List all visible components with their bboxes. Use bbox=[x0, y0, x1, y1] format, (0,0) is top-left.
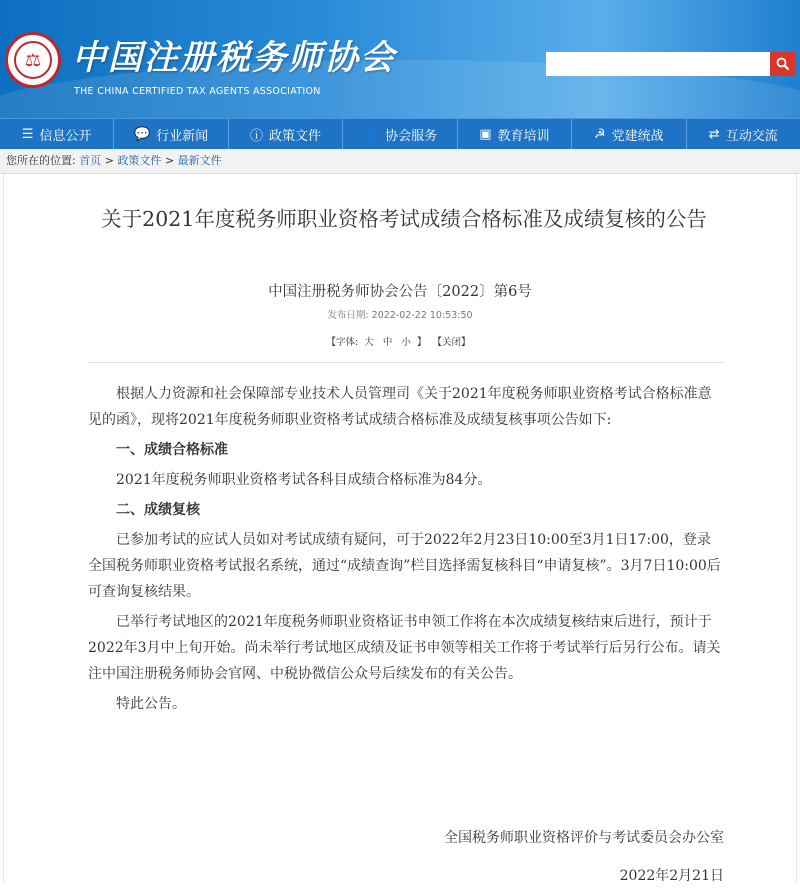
article-paragraph: 已举行考试地区的2021年度税务师职业资格证书申领工作将在本次成绩复核结束后进行，预计于2022年3月中上旬开始。尚未举行考试地区成绩及证书申领等相关工作将于考试举行后另行公布。请关注中国注册税务师协会官网、中税协微信公众号后续发布的有关公告。 bbox=[88, 614, 721, 682]
nav-item-label: 党建统战 bbox=[611, 128, 664, 144]
scales-icon: ⚖ bbox=[14, 41, 52, 79]
font-size-large-button[interactable]: 大 bbox=[364, 337, 374, 348]
section-heading: 一、成绩合格标准 bbox=[116, 442, 228, 458]
search-icon bbox=[776, 57, 790, 71]
breadcrumb-prefix: 您所在的位置: bbox=[6, 154, 76, 167]
font-size-small-button[interactable]: 小 bbox=[401, 337, 411, 348]
nav-item-interaction[interactable] bbox=[687, 119, 800, 149]
section-heading: 二、成绩复核 bbox=[116, 502, 200, 518]
search-button[interactable] bbox=[770, 52, 796, 76]
font-size-controls bbox=[4, 334, 796, 348]
article-body bbox=[88, 381, 724, 717]
main-nav bbox=[0, 118, 800, 149]
nav-item-label: 信息公开 bbox=[39, 128, 92, 144]
nav-item-label: 教育培训 bbox=[497, 128, 550, 144]
font-size-prefix: 【字体: bbox=[326, 337, 359, 348]
site-logo-subtitle: THE CHINA CERTIFIED TAX AGENTS ASSOCIATION bbox=[74, 86, 321, 97]
article-paragraph: 特此公告。 bbox=[116, 696, 186, 712]
article-container bbox=[3, 174, 797, 884]
article-paragraph: 已参加考试的应试人员如对考试成绩有疑问，可于2022年2月23日10:00至3月1日17:00，登录全国税务师职业资格考试报名系统，通过“成绩查询”栏目选择需复核科目“申请复核”。3月7日10:00后可查询复核结果。 bbox=[88, 532, 721, 600]
nav-item-info-public[interactable] bbox=[0, 119, 114, 149]
signature-block bbox=[88, 825, 724, 889]
nav-item-label: 行业新闻 bbox=[156, 128, 209, 144]
article-paragraph: 2021年度税务师职业资格考试各科目成绩合格标准为84分。 bbox=[116, 472, 492, 488]
person-icon: 👤 bbox=[362, 126, 380, 142]
nav-item-label: 政策文件 bbox=[269, 128, 322, 144]
divider bbox=[88, 362, 724, 363]
chat-bubble-icon: 💬 bbox=[134, 126, 151, 142]
breadcrumb-policy-link[interactable]: 政策文件 bbox=[117, 154, 162, 167]
book-icon: ▣ bbox=[479, 126, 492, 142]
signature-date: 2022年2月21日 bbox=[619, 868, 724, 884]
article-paragraph: 根据人力资源和社会保障部专业技术人员管理司《关于2021年度税务师职业资格考试合格标准意见的函》，现将2021年度税务师职业资格考试成绩合格标准及成绩复核事项公告如下: bbox=[88, 386, 712, 428]
search-box bbox=[546, 52, 796, 76]
breadcrumb-separator: > bbox=[164, 154, 175, 167]
article-title: 关于2021年度税务师职业资格考试成绩合格标准及成绩复核的公告 bbox=[101, 207, 707, 231]
issuing-office: 全国税务师职业资格评价与考试委员会办公室 bbox=[444, 830, 724, 846]
breadcrumb bbox=[0, 149, 800, 174]
nav-item-label: 协会服务 bbox=[385, 128, 438, 144]
publish-date: 发布日期: 2022-02-22 10:53:50 bbox=[327, 310, 473, 321]
search-input[interactable] bbox=[546, 52, 768, 76]
close-page-button[interactable]: 【关闭】 bbox=[432, 337, 471, 348]
nav-item-association-services[interactable] bbox=[343, 119, 457, 149]
font-size-medium-button[interactable]: 中 bbox=[382, 337, 393, 348]
breadcrumb-separator: > bbox=[104, 154, 114, 167]
menu-icon: ☰ bbox=[21, 126, 34, 142]
nav-item-industry-news[interactable] bbox=[114, 119, 228, 149]
breadcrumb-home-link[interactable]: 首页 bbox=[79, 154, 102, 167]
party-emblem-icon: ☭ bbox=[593, 126, 606, 142]
info-icon: ⓘ bbox=[250, 128, 264, 144]
association-emblem-icon[interactable] bbox=[5, 32, 61, 88]
site-logo-title[interactable]: 中国注册税务师协会 bbox=[72, 38, 396, 78]
nav-item-education[interactable] bbox=[458, 119, 572, 149]
nav-item-policy-docs[interactable] bbox=[229, 119, 343, 149]
site-header bbox=[0, 0, 800, 118]
breadcrumb-latest-link[interactable]: 最新文件 bbox=[177, 154, 222, 167]
nav-item-party-building[interactable] bbox=[572, 119, 686, 149]
font-size-suffix: 】 bbox=[416, 337, 427, 348]
article-doc-number: 中国注册税务师协会公告〔2022〕第6号 bbox=[268, 284, 532, 300]
nav-item-label: 互动交流 bbox=[725, 128, 778, 144]
exchange-icon: ⇄ bbox=[708, 126, 720, 142]
